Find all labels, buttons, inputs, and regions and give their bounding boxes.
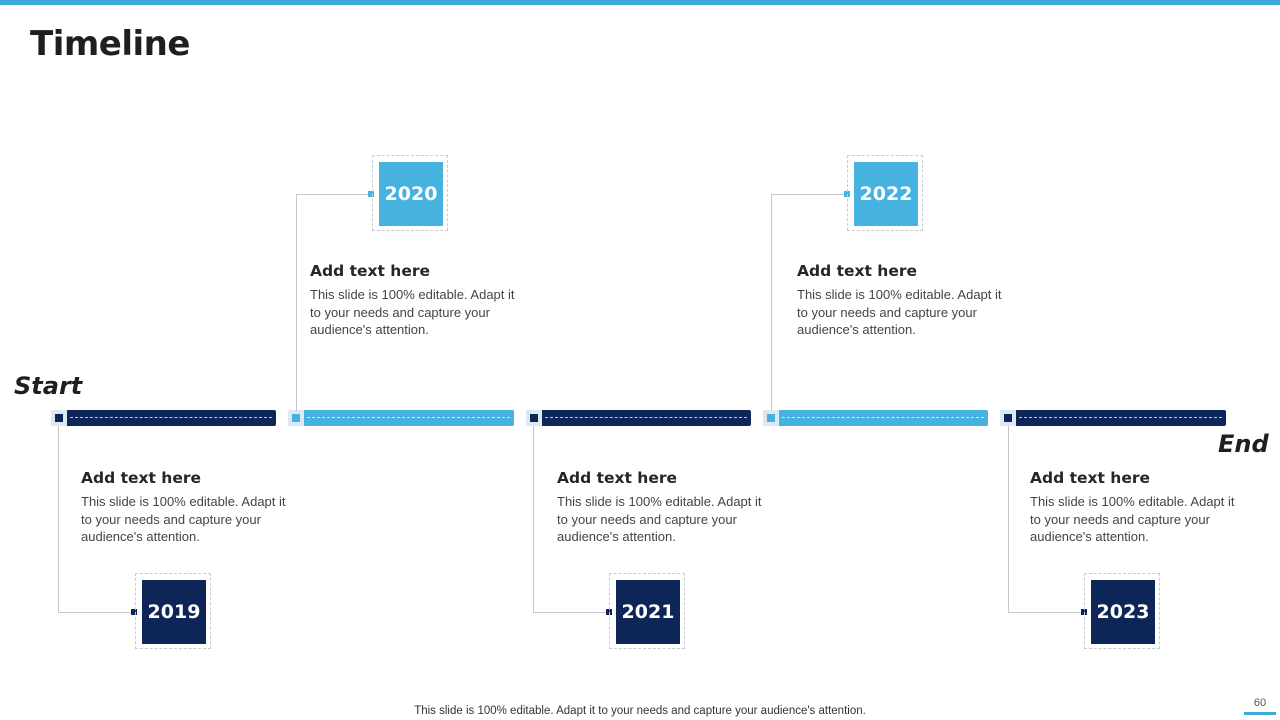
- milestone-body: This slide is 100% editable. Adapt it to your needs and capture your audience's attention.: [1030, 494, 1235, 544]
- slide-title: Timeline: [30, 24, 190, 64]
- top-accent-bar: [0, 0, 1280, 5]
- milestone-heading: Add text here: [797, 262, 918, 280]
- milestone-body: This slide is 100% editable. Adapt it to your needs and capture your audience's attention.: [557, 494, 762, 544]
- page-number-underline: [1244, 712, 1276, 715]
- milestone-heading: Add text here: [81, 469, 202, 487]
- milestone-text-2023: [1030, 469, 1245, 546]
- timeline-segment-2019: [66, 410, 276, 426]
- timeline-segment-2020: [303, 410, 514, 426]
- year-box-2022: [847, 155, 923, 231]
- year-label: 2021: [616, 580, 680, 644]
- year-box-2023: [1084, 573, 1160, 649]
- milestone-body: This slide is 100% editable. Adapt it to your needs and capture your audience's attention.: [310, 287, 515, 337]
- year-label: 2023: [1091, 580, 1155, 644]
- milestone-body: This slide is 100% editable. Adapt it to your needs and capture your audience's attention.: [81, 494, 286, 544]
- milestone-text-2021: [557, 469, 772, 546]
- milestone-body: This slide is 100% editable. Adapt it to your needs and capture your audience's attention.: [797, 287, 1002, 337]
- year-box-2021: [609, 573, 685, 649]
- milestone-heading: Add text here: [1030, 469, 1151, 487]
- footer-note: This slide is 100% editable. Adapt it to your needs and capture your audience's attention.: [414, 705, 866, 717]
- milestone-text-2022: [797, 262, 1012, 339]
- milestone-text-2019: [81, 469, 296, 546]
- year-box-2020: [372, 155, 448, 231]
- page-number: 60: [1253, 697, 1267, 709]
- year-label: 2020: [379, 162, 443, 226]
- timeline-node-2020: [288, 410, 304, 426]
- timeline-node-2021: [526, 410, 542, 426]
- timeline-segment-2023: [1015, 410, 1226, 426]
- year-box-2019: [135, 573, 211, 649]
- timeline-segment-2021: [541, 410, 751, 426]
- start-label: Start: [14, 372, 83, 400]
- milestone-heading: Add text here: [310, 262, 431, 280]
- timeline-segment-2022: [778, 410, 988, 426]
- end-label: End: [1218, 430, 1269, 458]
- timeline-node-2022: [763, 410, 779, 426]
- milestone-text-2020: [310, 262, 525, 339]
- year-label: 2022: [854, 162, 918, 226]
- timeline-node-2019: [51, 410, 67, 426]
- year-label: 2019: [142, 580, 206, 644]
- milestone-heading: Add text here: [557, 469, 678, 487]
- timeline-node-2023: [1000, 410, 1016, 426]
